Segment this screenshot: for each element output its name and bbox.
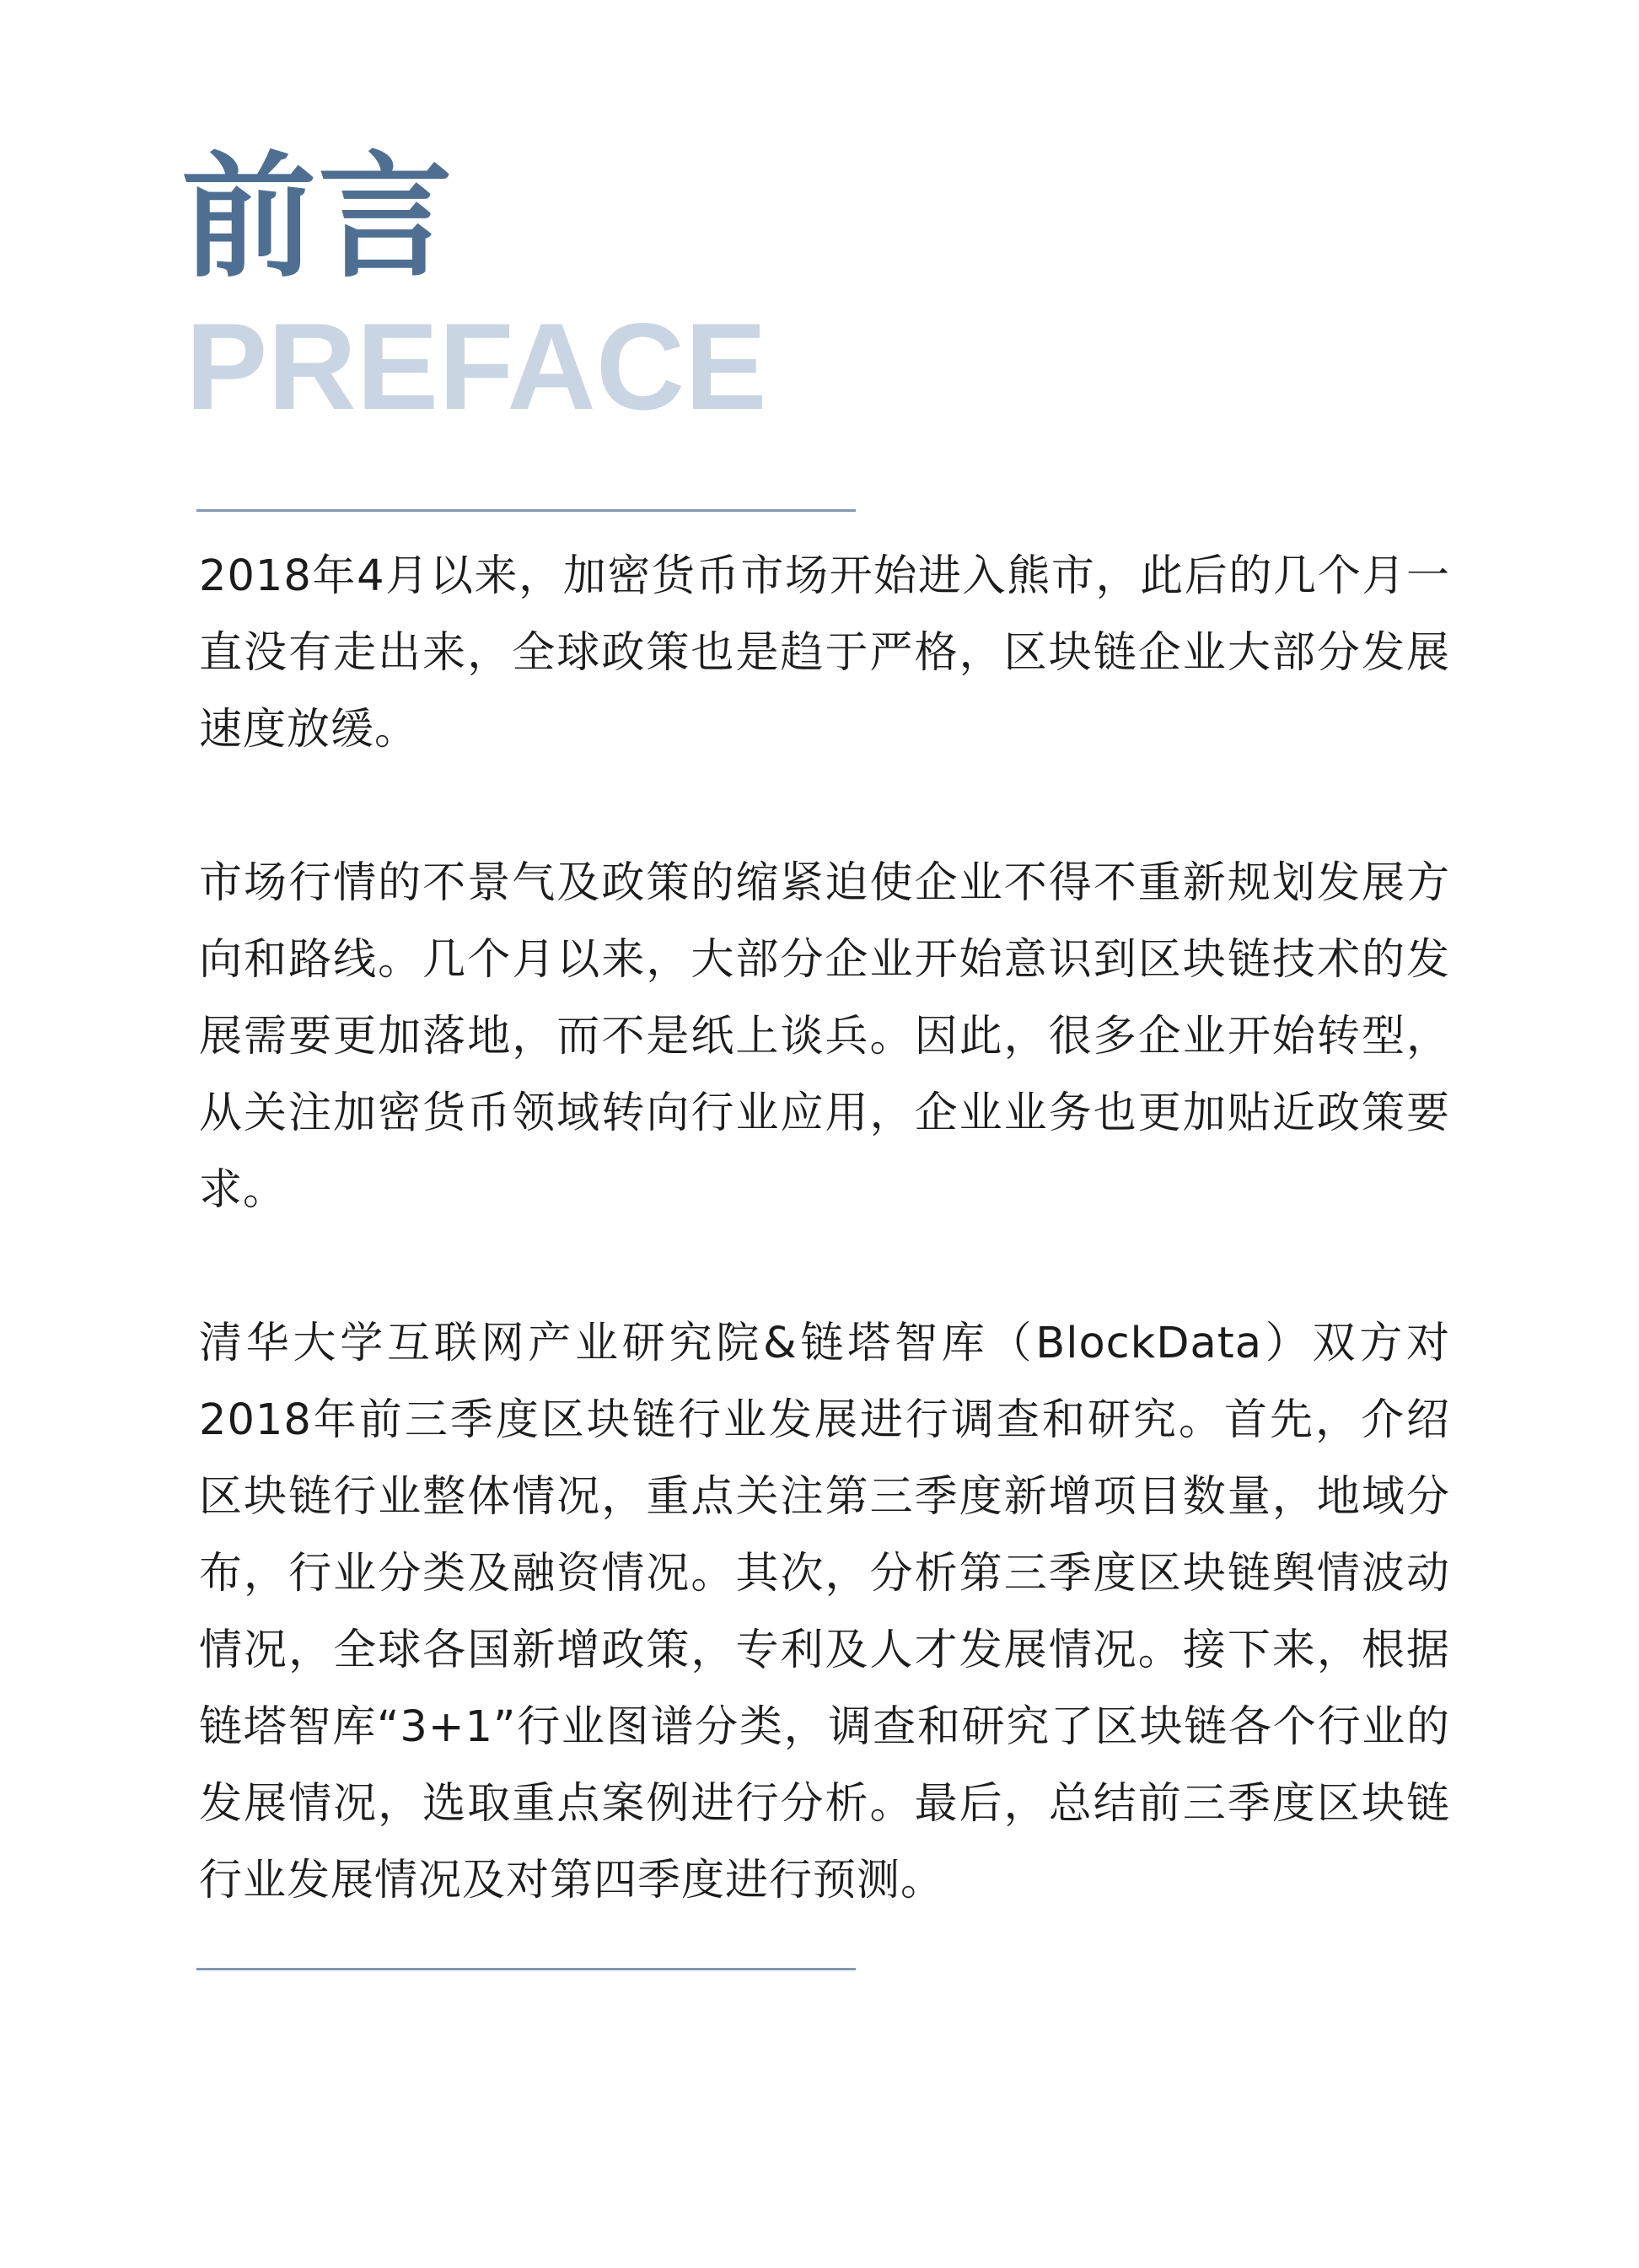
paragraph-3: 清华大学互联网产业研究院&链塔智库（BlockData）双方对2018年前三季度区块链行业发展进行调查和研究。首先，介绍区块链行业整体情况，重点关注第三季度新增项目数量，地域分布，行业分类及融资情况。其次，分析第三季度区块链舆情波动情况，全球各国新增政策，专利及人才发展情况。接下来，根据链塔智库“3+1”行业图谱分类，调查和研究了区块链各个行业的发展情况，选取重点案例进行分析。最后，总结前三季度区块链行业发展情况及对第四季度进行预测。 [199,1319,1450,1905]
divider-bottom [196,1968,856,1970]
paragraph-1: 2018年4月以来，加密货币市场开始进入熊市，此后的几个月一直没有走出来，全球政策也是趋于严格，区块链企业大部分发展速度放缓。 [199,551,1450,755]
paragraph-2: 市场行情的不景气及政策的缩紧迫使企业不得不重新规划发展方向和路线。几个月以来，大部分企业开始意识到区块链技术的发展需要更加落地，而不是纸上谈兵。因此，很多企业开始转型，从关注加密货币领域转向行业应用，企业业务也更加贴近政策要求。 [199,858,1450,1215]
page-title: 前言 [181,138,455,296]
preface-body [199,538,1450,1996]
divider-top [196,509,856,512]
page-subtitle: PREFACE [185,298,767,435]
